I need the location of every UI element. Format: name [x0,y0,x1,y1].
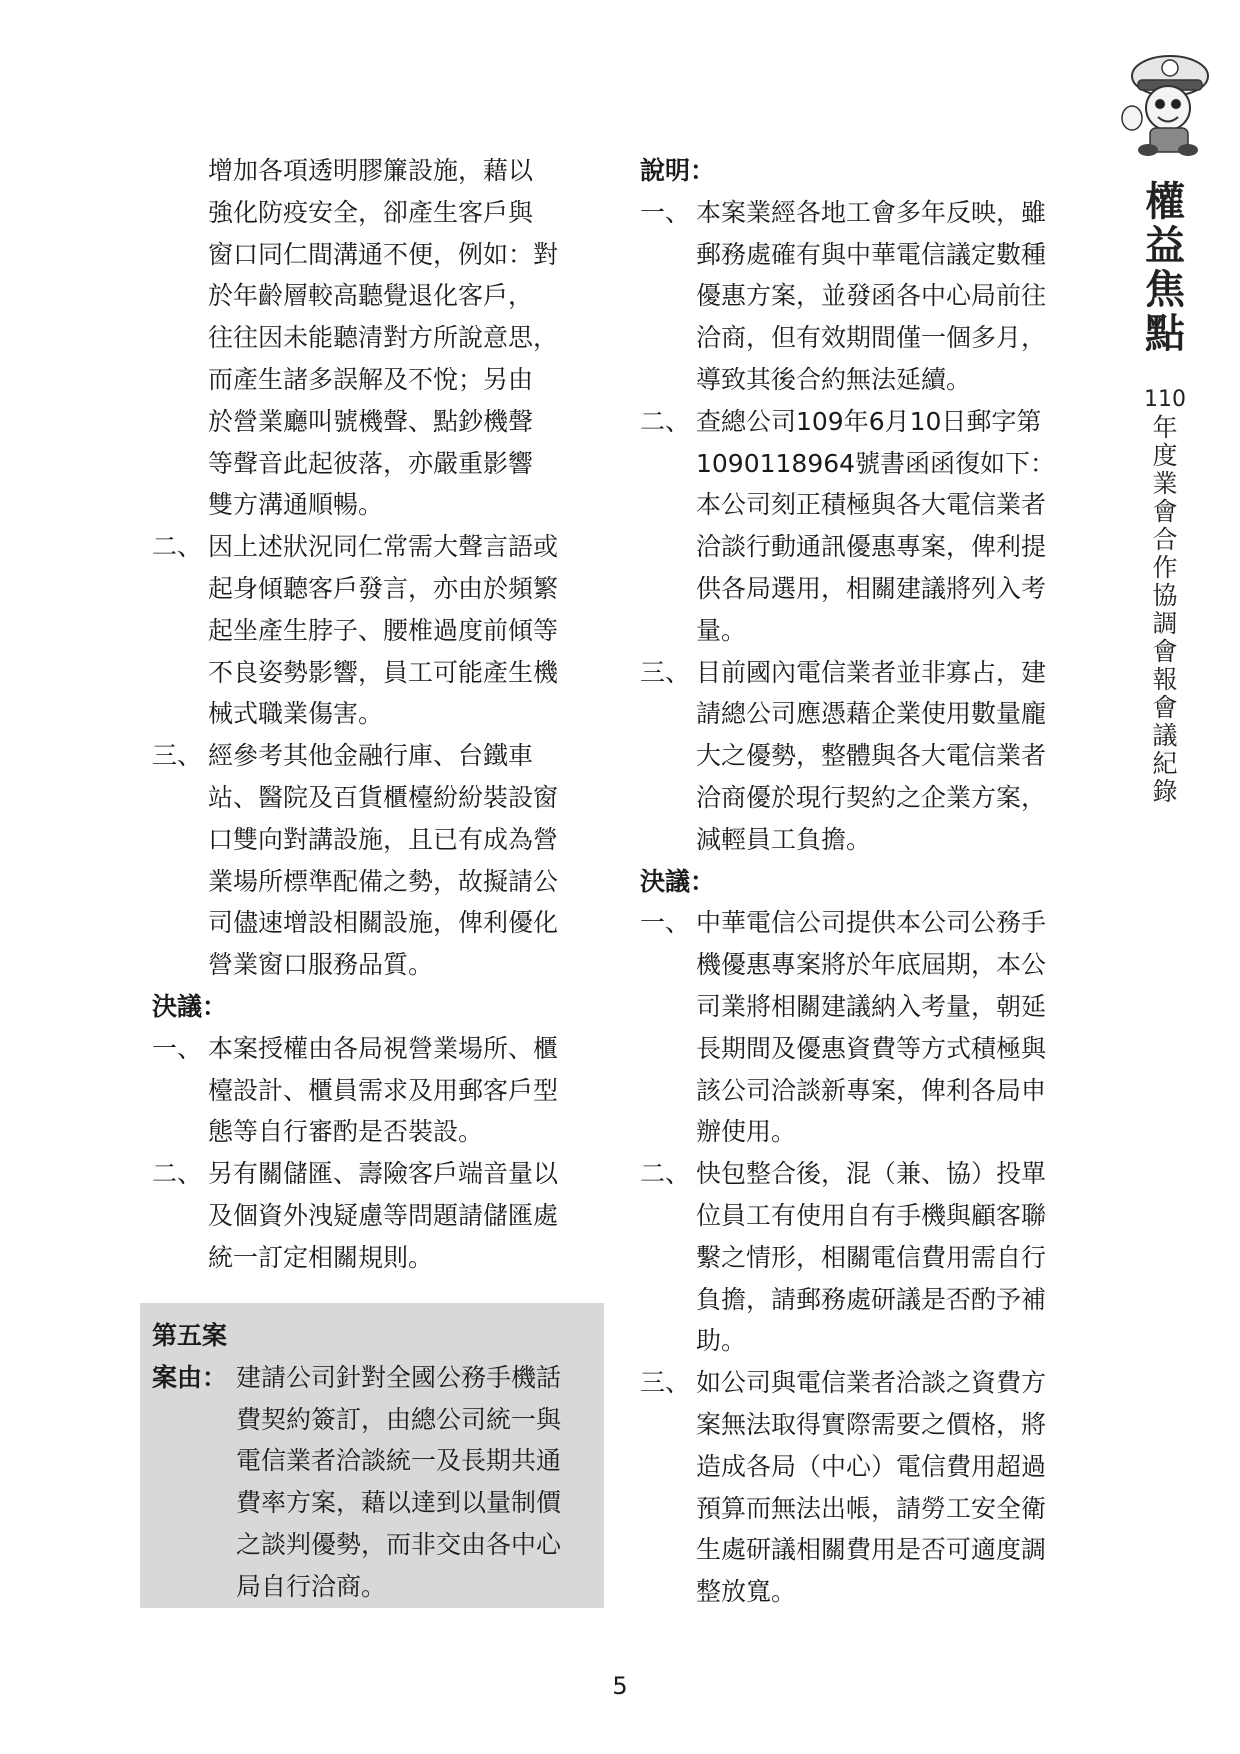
explanation-heading: 說明： [640,156,716,185]
text-line: 目前國內電信業者並非寡占，建 [696,657,1047,687]
text-line: 負擔，請郵務處研議是否酌予補 [696,1284,1047,1314]
text-line: 案無法取得實際需要之價格，將 [696,1409,1047,1439]
text-line: 生處研議相關費用是否可適度調 [696,1535,1047,1565]
text-line: 洽談行動通訊優惠專案，俾利提 [696,532,1047,562]
text-line: 如公司與電信業者洽談之資費方 [696,1368,1047,1398]
left-column [152,150,600,1279]
case5-title: 第五案 [152,1321,228,1350]
text-line: 經參考其他金融行庫、台鐵車 [208,741,534,771]
resolution-heading: 決議： [152,991,228,1021]
sidebar-subtitle-char: 會 [1152,497,1178,526]
resolution-heading: 決議： [640,866,716,896]
text-line: 增加各項透明膠簾設施，藉以 [208,156,534,185]
sidebar-title [1140,180,1190,356]
item-number: 二、 [152,532,203,562]
text-line: 營業窗口服務品質。 [208,950,434,980]
right-column [640,150,1088,1613]
text-line: 1090118964號書函函復如下： [696,448,1056,478]
text-line: 大之優勢，整體與各大電信業者 [696,741,1047,771]
text-line: 本公司刻正積極與各大電信業者 [696,490,1047,520]
text-line: 窗口同仁間溝通不便，例如：對 [208,239,559,269]
text-line: 長期間及優惠資費等方式積極與 [696,1033,1047,1063]
text-line: 建請公司針對全國公務手機話 [236,1362,562,1392]
item-number: 一、 [640,908,691,938]
text-line: 費契約簽訂，由總公司統一與 [236,1404,562,1434]
sidebar-subtitle-char: 報 [1152,665,1178,694]
sidebar-subtitle-char: 紀 [1152,749,1178,778]
sidebar-subtitle-char: 錄 [1152,777,1178,806]
resolution-item-3 [640,1362,1088,1613]
text-line: 郵務處確有與中華電信議定數種 [696,239,1047,269]
text-line: 及個資外洩疑慮等問題請儲匯處 [208,1200,559,1230]
text-line: 因上述狀況同仁常需大聲言語或 [208,532,559,562]
text-line: 位員工有使用自有手機與顧客聯 [696,1200,1047,1230]
sidebar-title-char: 益 [1145,222,1185,269]
text-line: 於年齡層較高聽覺退化客戶， [208,281,534,311]
text-line: 中華電信公司提供本公司公務手 [696,908,1047,938]
text-line: 強化防疫安全，卻產生客戶與 [208,197,534,227]
resolution-item-2 [640,1153,1088,1362]
sidebar-subtitle-char: 業 [1152,469,1178,498]
text-line: 該公司洽談新專案，俾利各局申 [696,1075,1047,1105]
explanation-item-3 [640,652,1088,861]
item-number: 一、 [640,197,691,227]
item1-continuation [152,150,600,526]
page-number: 5 [612,1672,628,1700]
text-line: 之談判優勢，而非交由各中心 [236,1529,562,1559]
sidebar-subtitle-char: 協 [1152,581,1178,610]
explanation-item-1 [640,192,1088,401]
item-number: 二、 [152,1159,203,1189]
text-line: 本案授權由各局視營業場所、櫃 [208,1033,559,1063]
text-line: 業場所標準配備之勢，故擬請公 [208,866,559,896]
text-line: 械式職業傷害。 [208,699,384,729]
text-line: 司業將相關建議納入考量，朝延 [696,991,1047,1021]
explanation-item-3 [152,735,600,986]
text-line: 助。 [696,1326,747,1356]
explanation-item-2 [640,401,1088,652]
sidebar-subtitle-char: 會 [1152,693,1178,722]
text-line: 辦使用。 [696,1117,797,1147]
item-number: 三、 [640,1368,691,1398]
text-line: 局自行洽商。 [236,1571,387,1601]
text-line: 司儘速增設相關設施，俾利優化 [208,908,559,938]
item-number: 三、 [640,657,691,687]
text-line: 而產生諸多誤解及不悅；另由 [208,364,534,394]
case5-reason-label: 案由： [152,1362,228,1392]
sidebar-subtitle-char: 會 [1152,637,1178,666]
text-line: 繫之情形，相關電信費用需自行 [696,1242,1047,1272]
text-line: 起坐產生脖子、腰椎過度前傾等 [208,615,559,645]
text-line: 洽商，但有效期間僅一個多月， [696,323,1047,353]
text-line: 洽商優於現行契約之企業方案， [696,782,1047,812]
resolution-item-1 [640,902,1088,1153]
sidebar-subtitle-char: 年 [1152,413,1178,442]
sidebar-subtitle-char: 議 [1152,721,1178,750]
sidebar-title-char: 焦 [1145,266,1185,313]
text-line: 預算而無法出帳，請勞工安全衛 [696,1493,1047,1523]
text-line: 口雙向對講設施，且已有成為營 [208,824,559,854]
sidebar-subtitle-char: 合 [1152,525,1178,554]
text-line: 於營業廳叫號機聲、點鈔機聲 [208,406,534,436]
text-line: 檯設計、櫃員需求及用郵客戶型 [208,1075,559,1105]
mascot-illustration [1108,46,1220,158]
sidebar-subtitle [1140,386,1190,806]
text-line: 起身傾聽客戶發言，亦由於頻繁 [208,573,559,603]
item-number: 二、 [640,1159,691,1189]
text-line: 優惠方案，並發函各中心局前往 [696,281,1047,311]
text-line: 請總公司應憑藉企業使用數量龐 [696,699,1047,729]
case5-box [140,1303,604,1608]
text-line: 不良姿勢影響，員工可能產生機 [208,657,559,687]
text-line: 本案業經各地工會多年反映，雖 [696,197,1047,227]
text-line: 電信業者洽談統一及長期共通 [236,1446,562,1476]
text-line: 減輕員工負擔。 [696,824,872,854]
sidebar-subtitle-year: 110 [1144,387,1186,412]
explanation-item-2 [152,526,600,735]
sidebar-title-char: 點 [1145,310,1185,357]
sidebar-title-char: 權 [1145,178,1185,225]
text-line: 站、醫院及百貨櫃檯紛紛裝設窗 [208,782,559,812]
sidebar-subtitle-char: 調 [1152,609,1178,638]
text-line: 雙方溝通順暢。 [208,490,384,520]
text-line: 導致其後合約無法延續。 [696,364,972,394]
resolution-item-1 [152,1028,600,1153]
text-line: 統一訂定相關規則。 [208,1242,434,1272]
sidebar-subtitle-char: 度 [1152,441,1178,470]
item-number: 三、 [152,741,203,771]
item-number: 一、 [152,1033,203,1063]
text-line: 供各局選用，相關建議將列入考 [696,573,1047,603]
text-line: 費率方案，藉以達到以量制價 [236,1488,562,1518]
text-line: 等聲音此起彼落，亦嚴重影響 [208,448,534,478]
resolution-item-2 [152,1153,600,1278]
item-number: 二、 [640,406,691,436]
text-line: 態等自行審酌是否裝設。 [208,1117,484,1147]
sidebar-subtitle-rest [1140,414,1190,806]
text-line: 整放寬。 [696,1577,797,1607]
text-line: 快包整合後，混（兼、協）投單 [696,1159,1047,1189]
text-line: 機優惠專案將於年底屆期，本公 [696,950,1047,980]
text-line: 往往因未能聽清對方所說意思， [208,323,559,353]
text-line: 量。 [696,615,747,645]
text-line: 造成各局（中心）電信費用超過 [696,1451,1047,1481]
sidebar-subtitle-char: 作 [1152,553,1178,582]
text-line: 查總公司109年6月10日郵字第 [696,406,1042,436]
text-line: 另有關儲匯、壽險客戶端音量以 [208,1159,559,1189]
